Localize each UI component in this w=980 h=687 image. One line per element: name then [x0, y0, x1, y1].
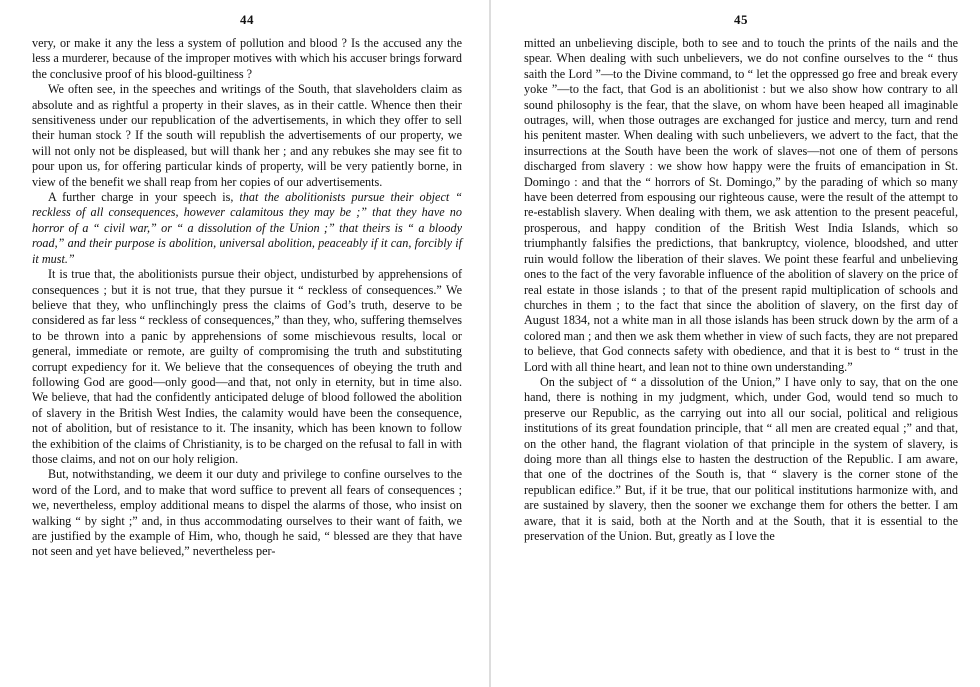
paragraph: very, or make it any the less a system of pollution and blood ? Is the accused any the less a murderer, because of the improper motives with which his accuser brings forward the conclusive proof of his blood-guiltiness ?: [32, 36, 462, 81]
paragraph: On the subject of “ a dissolution of the Union,” I have only to say, that on the one hand, there is nothing in my judgment, which, under God, would tend so much to preserve our Republic, as the carrying out into all our social, political and religious institutions of its great foundation principle, that “ all men are created equal ;” and that, on the other hand, the flagrant violation of that principle in the system of slavery, is doing more than all things else to hasten the destruction of the Republic. I am aware, that one of the doctrines of the South is, that “ slavery is the corner stone of the republican edifice.” But, if it be true, that our political institutions harmonize with, and are sustained by slavery, then the sooner we exchange them for others the better. I am aware, that it is said, both at the North and at the South, that it is essential to the preservation of the Union. But, greatly as I love the: [524, 374, 958, 543]
paragraph: We often see, in the speeches and writings of the South, that slaveholders claim as absolute and as rightful a property in their slaves, as in their cattle. Whence then their sensitiveness under our republication of the advertisements, in which they offer to sell their human stock ? If the south will republish the advertisements of our property, we will not only not be displeased, but will thank her ; and any rebukes she may see fit to pour upon us, for offering particular kinds of property, will be very patiently borne, in view of the benefit we shall reap from her copies of our advertisements.: [32, 82, 462, 189]
paragraph: But, notwithstanding, we deem it our duty and privilege to confine ourselves to the word of the Lord, and to make that word suffice to prevent all fears of consequences ; we, nevertheless, employ additional means to dispel the alarms of those, who insist on walking “ by sight ;” and, in thus accommodating ourselves to their want of faith, we are justified by the example of Him, who, though he said, “ blessed are they that have not seen and yet have believed,” nevertheless per-: [32, 467, 462, 559]
page-body: [524, 36, 958, 544]
page-number: 45: [734, 12, 748, 27]
quoted-charge: that the abolitionists pursue their object “ reckless of all consequences, however calamitous they may be ;” that they have no horror of a “ civil war,” or “ a dissolution of the Union ;” that theirs is “ a bloody road,” and their purpose is abolition, universal abolition, peaceably if it can, forcibly if it must.”: [32, 190, 462, 266]
paragraph: mitted an unbelieving disciple, both to see and to touch the prints of the nails and the spear. When dealing with such unbelievers, we do not confine ourselves to the “ thus saith the Lord ”—to the Divine command, to “ let the oppressed go free and break every yoke ”—to the fact, that God is an abolitionist : but we also show how contrary to all sound philosophy is the fear, that the slave, on whom have been heaped all imaginable outrages, will, when those outrages are exchanged for justice and mercy, turn and rend his penitent master. When dealing with such unbelievers, we advert to the fact, that the insurrections at the South have been the work of slaves—not one of them of persons discharged from slavery : we show how happy were the fruits of emancipation in St. Domingo : and that the “ horrors of St. Domingo,” by the parading of which so many have been deterred from espousing our righteous cause, were the result of the attempt to re-establish slavery. When dealing with them, we ask attention to the present peaceful, prosperous, and happy condition of the British West India Islands, which so triumphantly falsifies the predictions, that bankruptcy, violence, bloodshed, and utter ruin would follow the liberation of their slaves. We point these fearful and unbelieving ones to the fact of the very favorable influence of the abolition of slavery on the price of real estate in those islands ; to that of the present rapid multiplication of schools and churches in them ; to the fact that since the abolition of slavery, on the first day of August 1834, not a white man in all those islands has been struck down by the arm of a colored man ; and then we ask them whether in view of such facts, they are not prepared to believe, that God connects safety with obedience, and that it is best to “ trust in the Lord with all thine heart, and lean not to thine own understanding.”: [524, 36, 958, 374]
page-number: 44: [240, 12, 254, 27]
paragraph: It is true that, the abolitionists pursue their object, undisturbed by apprehensions of consequences ; but it is not true, that they pursue it “ reckless of consequences.” We believe that they, who unflinchingly press the claims of God’s truth, deserve to be considered as far less “ reckless of consequences,” than they, who, suffering themselves to be thrown into a panic by apprehensions of some mischievous results, local or general, immediate or remote, are guilty of compromising the truth and substituting corrupt expediency for it. We believe that the consequences of obeying the truth and following God are good—only good—and that, not only in eternity, but in time also. We believe, that had the confidently anticipated deluge of blood followed the abolition of slavery in the British West Indies, the calamity would have been the consequence, not of abolition, but of resistance to it. The insanity, which has been known to follow the exhibition of the claims of Christianity, is to be charged on the refusal to fall in with those claims, and not on our holy religion.: [32, 267, 462, 466]
paragraph: [32, 190, 462, 267]
right-page: [490, 0, 980, 687]
page-body: [32, 36, 462, 560]
paragraph-lead: A further charge in your speech is,: [48, 190, 240, 205]
